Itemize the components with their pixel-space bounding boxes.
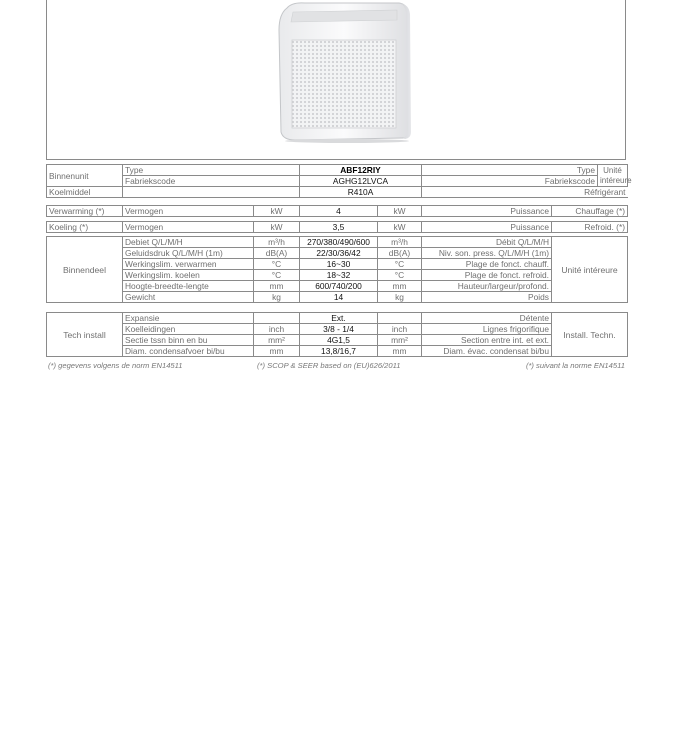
table-row xyxy=(47,313,628,324)
row-value: 4G1,5 xyxy=(300,335,378,346)
row-label-fr: Hauteur/largeur/profond. xyxy=(422,281,552,292)
group-label-unite-intereure: Unité intéreure xyxy=(598,165,628,187)
group-label-chauffage: Chauffage (*) xyxy=(552,206,628,217)
row-unit: °C xyxy=(254,259,300,270)
group-label-nl: Binnendeel xyxy=(47,237,123,303)
table-row xyxy=(47,324,628,335)
row-label-fr: Poids xyxy=(422,292,552,303)
row-unit xyxy=(254,313,300,324)
factory-code-value: AGHG12LVCA xyxy=(300,176,422,187)
indoor-part-table xyxy=(46,236,628,303)
row-label-nl: Werkingslim. verwarmen xyxy=(123,259,254,270)
group-label-binnenunit: Binnenunit xyxy=(47,165,123,187)
row-label-nl: Hoogte-breedte-lengte xyxy=(123,281,254,292)
row-unit-fr: m³/h xyxy=(378,237,422,248)
row-label-fr: Détente xyxy=(422,313,552,324)
label-refrigerant-fr: Réfrigérant xyxy=(422,187,628,198)
unit-cooling: kW xyxy=(254,222,300,233)
tech-install-table xyxy=(46,312,628,357)
group-label-refroid: Refroid. (*) xyxy=(552,222,628,233)
row-value: 600/740/200 xyxy=(300,281,378,292)
unit-heating: kW xyxy=(254,206,300,217)
row-unit: mm² xyxy=(254,335,300,346)
row-unit-fr: mm² xyxy=(378,335,422,346)
identification-table xyxy=(46,164,632,198)
label-cooling-nl: Vermogen xyxy=(123,222,254,233)
table-row xyxy=(47,248,628,259)
row-unit-fr: °C xyxy=(378,259,422,270)
row-unit-fr: °C xyxy=(378,270,422,281)
group-label-nl: Tech install xyxy=(47,313,123,357)
table-row-factory-code xyxy=(47,176,628,187)
label-type-fr: Type xyxy=(422,165,598,176)
table-row xyxy=(47,335,628,346)
row-label-nl: Diam. condensafvoer bi/bu xyxy=(123,346,254,357)
row-label-nl: Gewicht xyxy=(123,292,254,303)
row-label-fr: Niv. son. press. Q/L/M/H (1m) xyxy=(422,248,552,259)
table-row xyxy=(47,292,628,303)
row-value: 13,8/16,7 xyxy=(300,346,378,357)
label-type-nl: Type xyxy=(123,165,300,176)
row-label-fr: Diam. évac. condensat bi/bu xyxy=(422,346,552,357)
row-label-fr: Lignes frigorifique xyxy=(422,324,552,335)
row-value: 3/8 - 1/4 xyxy=(300,324,378,335)
row-unit: kg xyxy=(254,292,300,303)
row-unit-fr xyxy=(378,313,422,324)
table-row xyxy=(47,270,628,281)
row-unit-fr: mm xyxy=(378,346,422,357)
table-row-type xyxy=(47,165,628,176)
footnote-left: (*) gegevens volgens de norm EN14511 xyxy=(48,361,183,370)
row-label-nl: Koelleidingen xyxy=(123,324,254,335)
cooling-table xyxy=(46,221,628,233)
refrigerant-value: R410A xyxy=(300,187,422,198)
group-label-verwarming: Verwarming (*) xyxy=(47,206,123,217)
row-label-nl: Geluidsdruk Q/L/M/H (1m) xyxy=(123,248,254,259)
table-row xyxy=(47,281,628,292)
row-label-nl: Debiet Q/L/M/H xyxy=(123,237,254,248)
row-label-nl: Werkingslim. koelen xyxy=(123,270,254,281)
row-unit-fr: inch xyxy=(378,324,422,335)
table-row xyxy=(47,259,628,270)
row-unit-fr: mm xyxy=(378,281,422,292)
table-row xyxy=(47,346,628,357)
row-unit: dB(A) xyxy=(254,248,300,259)
row-label-fr: Plage de fonct. chauff. xyxy=(422,259,552,270)
group-label-fr: Unité intéreure xyxy=(552,237,628,303)
row-value: Ext. xyxy=(300,313,378,324)
row-unit: °C xyxy=(254,270,300,281)
unit-heating-fr: kW xyxy=(378,206,422,217)
row-label-fr: Débit Q/L/M/H xyxy=(422,237,552,248)
label-heating-nl: Vermogen xyxy=(123,206,254,217)
table-row xyxy=(47,237,628,248)
group-label-fr: Install. Techn. xyxy=(552,313,628,357)
row-label-nl: Expansie xyxy=(123,313,254,324)
row-value: 18~32 xyxy=(300,270,378,281)
table-row-cooling xyxy=(47,222,628,233)
row-label-fr: Plage de fonct. refroid. xyxy=(422,270,552,281)
footnotes xyxy=(46,361,627,371)
heating-value: 4 xyxy=(300,206,378,217)
label-factory-code-nl: Fabriekscode xyxy=(123,176,300,187)
row-label-nl: Sectie tssn binn en bu xyxy=(123,335,254,346)
row-unit: m³/h xyxy=(254,237,300,248)
label-cooling-fr: Puissance xyxy=(422,222,552,233)
unit-cooling-fr: kW xyxy=(378,222,422,233)
footnote-center: (*) SCOP & SEER based on (EU)626/2011 xyxy=(257,361,401,370)
cooling-value: 3,5 xyxy=(300,222,378,233)
row-unit-fr: dB(A) xyxy=(378,248,422,259)
product-photo-frame xyxy=(46,0,626,160)
table-row-heating xyxy=(47,206,628,217)
row-unit: mm xyxy=(254,281,300,292)
table-row-refrigerant xyxy=(47,187,628,198)
label-factory-code-fr: Fabriekscode xyxy=(422,176,598,187)
label-heating-fr: Puissance xyxy=(422,206,552,217)
group-label-koeling: Koeling (*) xyxy=(47,222,123,233)
row-value: 16~30 xyxy=(300,259,378,270)
row-unit: inch xyxy=(254,324,300,335)
row-label-fr: Section entre int. et ext. xyxy=(422,335,552,346)
row-value: 14 xyxy=(300,292,378,303)
heating-table xyxy=(46,205,628,217)
row-unit-fr: kg xyxy=(378,292,422,303)
row-unit: mm xyxy=(254,346,300,357)
footnote-right: (*) suivant la norme EN14511 xyxy=(525,361,625,370)
label-refrigerant-nl: Koelmiddel xyxy=(47,187,123,198)
model-value: ABF12RIY xyxy=(300,165,422,176)
row-value: 270/380/490/600 xyxy=(300,237,378,248)
air-conditioner-unit-image xyxy=(47,0,627,160)
row-value: 22/30/36/42 xyxy=(300,248,378,259)
